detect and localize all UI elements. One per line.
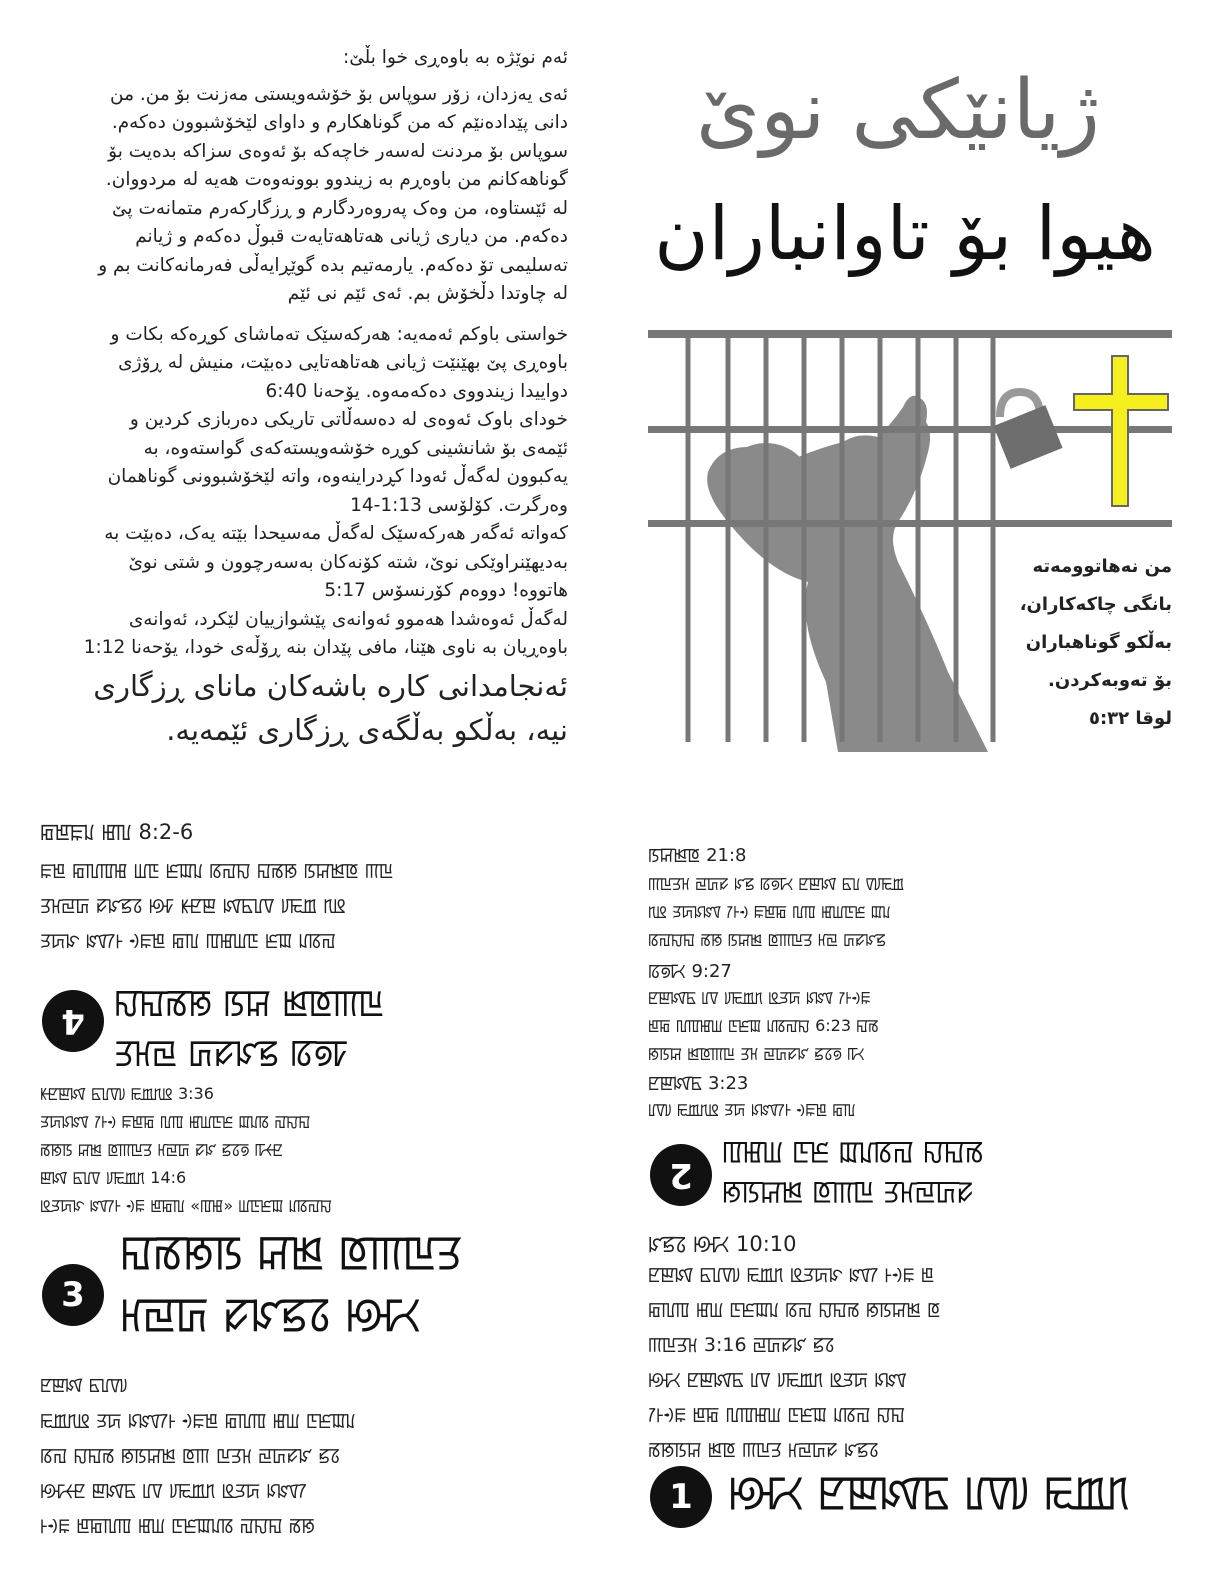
- prayer-line: لە ئێستاوە، من وەک پەروەردگارم و ڕزگارکەرم متمانەت پێ: [112, 197, 568, 219]
- panel-2-line: ꡐꡑꡒ ꡓꡔꡕꡖ ꡗꡘ ꡙꡚꡛꡜ ꡝꡞꡟ ꡠꡡ: [648, 1044, 865, 1063]
- prayer-line: ئەی یەزدان، زۆر سوپاس بۆ خۆشەویستی مەزنت بۆ من. من: [110, 83, 568, 105]
- panel-4-heading-line: ꡗꡘꡙ ꡚꡛꡜꡝ ꡞꡟꡠ: [114, 1033, 350, 1073]
- panel-3-body-line: ꡟꡠꡡꡢ ꡣꡤꡥ ꡦꡧ ꡨꡩꡪꡫ ꡬꡭꡮ ꡯꡰꡱ: [40, 1480, 307, 1502]
- verse-line: بەڵکو گوناهباران: [1025, 632, 1172, 653]
- panel-3-heading-line: ꡎꡏꡐꡑ ꡒꡓ ꡔꡕꡖꡗ: [120, 1227, 463, 1278]
- panel-2: [648, 842, 1178, 1222]
- panel-1-line: ꡢꡣꡤ ꡥꡦꡧꡨ ꡩꡪꡫ ꡬꡭꡮꡯ ꡰꡱ ꡲꡳꡀ ꡁ: [648, 1264, 935, 1286]
- panel-4-heading: [114, 978, 554, 1078]
- panel-2-line: ꡋꡌꡍꡎ ꡏꡐ ꡑꡒꡓ ꡔꡕꡖꡗ ꡘꡙ ꡚꡛꡜꡝ: [648, 930, 886, 949]
- panel-1-body: [648, 1258, 1173, 1468]
- panel-4-heading-line: ꡍꡎꡏꡐ ꡑꡒ ꡓꡔꡕꡖ: [114, 983, 385, 1023]
- panel-2-heading-line: ꡐꡑꡒꡓ ꡔꡕꡖ ꡗꡘꡙꡚꡛ: [722, 1175, 974, 1208]
- panel-2-line: ꡕꡖꡗꡘ ꡙꡚꡛ ꡜꡝ ꡞꡟꡠꡡ ꡢꡣꡤ ꡥꡦ ꡧꡨꡩꡪ: [648, 874, 905, 893]
- verse-line: بانگی چاکەکاران،: [1019, 594, 1172, 615]
- panel-2-line: ꡁꡂ ꡃꡄꡅꡆ ꡇꡈꡉ ꡊꡋꡌꡍ 6:23 ꡎꡏ: [648, 1016, 879, 1035]
- scripture-body: [40, 321, 568, 663]
- key-quote: [40, 664, 568, 752]
- panel-4-body: [40, 1080, 565, 1220]
- number-badge-3: 3: [42, 1264, 104, 1326]
- panel-1-line: ꡕꡖꡗꡘ 3:16 ꡙꡚꡛꡜ ꡝꡞ: [648, 1334, 835, 1356]
- scripture-line: بەدیهێنراوێکی نوێ، شتە کۆنەکان بەسەرچوون و شتی نوێ: [128, 551, 568, 573]
- panel-4-top: [40, 854, 565, 959]
- prayer-line: دەکەم. من دیاری ژیانی هەتاهەتایەت قبوڵ دەکەم و ژیانم: [135, 226, 568, 247]
- panel-3-body-line: ꡩꡪꡫꡬ ꡭꡮ ꡯꡰꡱꡲ ꡳꡀꡁ ꡂꡃꡄ ꡅꡆ ꡇꡈꡉꡊ: [40, 1410, 356, 1432]
- panel-4: [40, 818, 570, 1218]
- prayer-body: [40, 81, 568, 309]
- scripture-line: لەگەڵ ئەوەشدا هەموو ئەوانەی پێشوازییان لێکرد، ئەوانەی: [128, 608, 568, 630]
- prayer-intro: ئەم نوێژە بە باوەڕی خوا بڵێ:: [343, 47, 568, 68]
- panel-4-body-line: ꡣꡤ ꡥꡦꡧ ꡨꡩꡪꡫ 14:6: [40, 1168, 187, 1187]
- panel-4-body-line: ꡭꡮꡯꡰ ꡱꡲꡳ ꡀꡁꡂ ꡃꡄ ꡅꡆꡇꡈ ꡉꡊꡋ ꡌꡍꡎ: [40, 1112, 311, 1131]
- prisoner-silhouette-icon: [707, 396, 988, 752]
- panel-3: [40, 1222, 570, 1562]
- scripture-line: وەرگرت. کۆلۆسی 1:13-14: [350, 494, 568, 516]
- panel-1-line: ꡟꡠꡡ ꡢꡣꡤꡥ ꡦꡧ ꡨꡩꡪꡫ ꡬꡭꡮ ꡯꡰ: [648, 1369, 907, 1391]
- panel-4-line: ꡀꡁ ꡂꡃꡄꡅ ꡆꡇ ꡈꡉꡊ ꡋꡌꡍ ꡎꡏꡐ ꡑꡒꡓꡔ ꡕꡖ: [40, 860, 394, 882]
- scripture-line: ئێمەی بۆ شانشینی کوڕە خۆشەویستەکەی گواستەوە، بە: [143, 437, 568, 459]
- panel-2-top: [648, 870, 1173, 954]
- panel-3-ref: ꡢꡣꡤ ꡥꡦꡧꡨ: [40, 1375, 128, 1396]
- panel-2-ref-low: ꡢꡣꡤꡥ 3:23: [648, 1073, 749, 1094]
- prayer-line: تەسلیمی تۆ دەکەم. یارمەتیم بدە گوێڕایەڵی فەرمانەکانت بم و: [98, 254, 568, 276]
- panel-4-body-line: ꡏꡐꡑ ꡒꡓ ꡔꡕꡖꡗ ꡘꡙꡚ ꡛꡜ ꡝꡞꡟ ꡠꡡꡢ: [40, 1140, 283, 1159]
- scripture-line: دواییدا زیندووی دەکەمەوە. یۆحەنا 6:40: [265, 380, 568, 402]
- panel-2-ref-mid: ꡞꡟꡠꡡ 9:27: [648, 961, 732, 982]
- padlock-icon: [993, 392, 1062, 469]
- scripture-line: باوەڕی پێ بهێنێت ژیانی هەتاهەتایی دەبێت، منیش لە ڕۆژی: [118, 352, 568, 373]
- panel-1-ref: ꡜꡝꡞ ꡟꡠꡡ 10:10: [648, 1232, 797, 1256]
- quote-line: نیە، بەڵکو بەڵگەی ڕزگاری ئێمەیە.: [166, 713, 568, 747]
- panel-4-line: ꡭꡮꡯ ꡰꡱꡲ ꡳꡀꡁ ꡂꡃ ꡄꡅꡆꡇ ꡈꡉ ꡊꡋꡌ: [40, 930, 336, 952]
- panel-2-low-line: ꡦꡧꡨ ꡩꡪꡫꡬ ꡭꡮ ꡯꡰꡱꡲ ꡳꡀꡁ ꡂꡃ: [648, 1100, 856, 1119]
- prayer-line: گوناهەکانم من باوەڕم بە زیندوو بوونەوەت هەیە لە مردووان.: [105, 169, 568, 190]
- panel-3-heading-line: ꡘꡙꡚ ꡛꡜꡝꡞ ꡟꡠꡡ: [120, 1289, 421, 1340]
- panel-3-body: [40, 1404, 565, 1544]
- title-line-2: هیوا بۆ تاوانباران: [654, 191, 1156, 277]
- panel-1-line: ꡱꡲꡳꡀ ꡁꡂ ꡃꡄꡅꡆ ꡇꡈꡉ ꡊꡋꡌ ꡍꡎ: [648, 1404, 906, 1426]
- panel-2-line: ꡫꡬ ꡭꡮꡯꡰ ꡱꡲꡳ ꡀꡁꡂ ꡃꡄ ꡅꡆꡇꡈ ꡉꡊ: [648, 902, 891, 921]
- panel-2-line: ꡢꡣꡤꡥ ꡦꡧ ꡨꡩꡪꡫ ꡬꡭꡮ ꡯꡰ ꡱꡲꡳꡀ: [648, 988, 871, 1007]
- prayer-line: سوپاس بۆ مردنت لەسەر خاچەکە بۆ ئەوەی سزاکە بدەیت بۆ: [108, 140, 568, 162]
- scripture-line: کەواتە ئەگەر هەرکەسێک لەگەڵ مەسیحدا بێتە یەک، دەبێت بە: [104, 523, 568, 544]
- panel-1-line: ꡏꡐꡑꡒ ꡓꡔ ꡕꡖꡗ ꡘꡙꡚꡛ ꡜꡝꡞ: [648, 1439, 879, 1461]
- panel-3-heading: [120, 1222, 560, 1346]
- quote-line: ئەنجامدانی کارە باشەکان مانای ڕزگاری: [93, 669, 568, 703]
- panel-1: [648, 1230, 1178, 1570]
- panel-4-body-line: ꡡꡢꡣꡤ ꡥꡦꡧꡨ ꡩꡪꡫꡬ 3:36: [40, 1084, 214, 1103]
- number-badge-1: 1: [650, 1466, 712, 1528]
- prayer-line: دانی پێدادەنێم کە من گوناهکارم و داوای لێخۆشبوون دەکەم.: [111, 112, 568, 133]
- panel-2-heading-line: ꡄꡅꡆ ꡇꡈ ꡉꡊꡋꡌ ꡍꡎꡏ: [722, 1135, 984, 1168]
- panel-1-line: ꡂꡃꡄ ꡅꡆ ꡇꡈꡉꡊ ꡋꡌ ꡍꡎꡏ ꡐꡑꡒꡓ ꡔ: [648, 1299, 941, 1321]
- title-line-1: ژیانێکی نوێ: [695, 63, 1101, 158]
- luke-verse: [1000, 548, 1172, 738]
- panel-3-body-line: ꡋꡌ ꡍꡎꡏ ꡐꡑꡒꡓ ꡔꡕ ꡖꡗꡘ ꡙꡚꡛꡜ ꡝꡞ: [40, 1445, 341, 1467]
- panel-2-ref-top: ꡑꡒꡓꡔ 21:8: [648, 845, 747, 866]
- prayer-line: لە چاوتدا دڵخۆش بم. ئەی ئێم نی ئێم: [287, 283, 568, 304]
- panel-2-mid: [648, 984, 1173, 1068]
- number-badge-2: 2: [650, 1144, 712, 1206]
- number-badge-4: 4: [42, 990, 104, 1052]
- scripture-line: یەکبوون لەگەڵ ئەودا کڕدراینەوە، واتە لێخۆشبوونی گوناهمان: [107, 466, 568, 487]
- scripture-line: باوەڕیان بە ناوی هێنا، مافی پێدان بنە ڕۆڵەی خودا، یۆحەنا 1:12: [83, 637, 568, 658]
- scripture-line: خواستی باوکم ئەمەیە: هەرکەسێک تەماشای کوڕەکە بکات و: [110, 323, 568, 345]
- scripture-line: خودای باوک ئەوەی لە دەسەڵاتی تاریکی دەربازی کردین و: [129, 409, 568, 430]
- panel-3-body-line: ꡲꡳꡀ ꡁꡂꡃꡄ ꡅꡆ ꡇꡈꡉꡊꡋ ꡌꡍꡎ ꡏꡐ: [40, 1515, 316, 1537]
- panel-2-heading: [722, 1132, 1172, 1212]
- panel-4-line: ꡗꡘꡙꡚ ꡛꡜꡝꡞ ꡟꡠ ꡡꡢꡣ ꡤꡥꡦꡧ ꡨꡩꡪ ꡫꡬ: [40, 895, 347, 917]
- verse-line: من نەهاتوومەتە: [1032, 556, 1172, 577]
- verse-line: بۆ تەوبەکردن.: [1048, 670, 1172, 691]
- verse-line: لوقا ٥:٣٢: [1088, 708, 1172, 729]
- prayer-section: [40, 44, 568, 663]
- panel-4-ref: ꡂꡁꡀꡊ ꡅꡃ 8:2-6: [40, 820, 194, 844]
- panel-4-body-line: ꡬꡭꡮꡯ ꡰꡱꡲ ꡳꡀ ꡁꡂꡃ «ꡄꡅ» ꡆꡇꡈꡉ ꡊꡋꡌꡍ: [40, 1196, 333, 1215]
- scripture-line: هاتووە! دووەم کۆرنسۆس 5:17: [324, 580, 568, 601]
- panel-1-heading: ꡟꡠꡡ ꡢꡣꡤꡥ ꡦꡧꡨ ꡩꡪꡫ: [728, 1467, 1131, 1518]
